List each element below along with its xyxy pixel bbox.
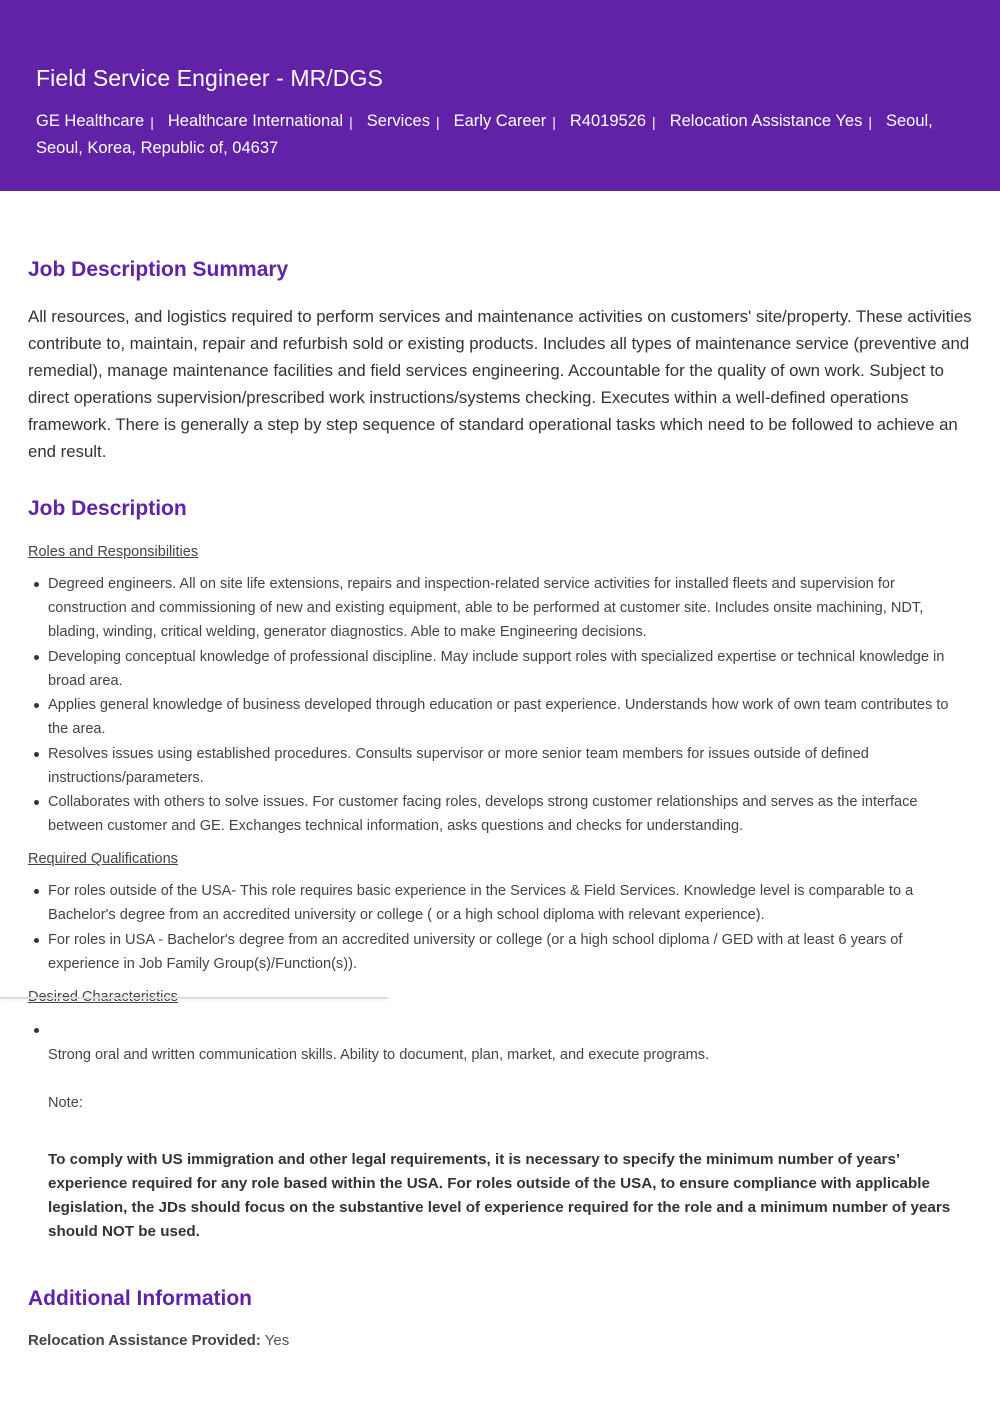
list-item: Degreed engineers. All on site life extensions, repairs and inspection-related service activities for installed fleets and supervision for construction and commissioning of new and existing equipment, able to be performed at customer site. Includes onsite machining, NDT, blading, winding, critical welding, generator diagnostics. Able to make Engineering decisions. xyxy=(48,572,972,644)
meta-career-level: Early Career xyxy=(453,112,547,130)
list-item: Applies general knowledge of business developed through education or past experience. Understands how work of own team contributes to the area. xyxy=(48,693,972,741)
meta-separator: | xyxy=(652,114,656,130)
summary-heading: Job Description Summary xyxy=(28,258,289,281)
list-item: Developing conceptual knowledge of professional discipline. May include support roles with specialized expertise or technical knowledge in broad area. xyxy=(48,645,972,693)
bullet-dot xyxy=(34,1028,39,1033)
roles-list xyxy=(28,572,972,838)
additional-info-heading: Additional Information xyxy=(28,1286,252,1310)
meta-separator: | xyxy=(349,114,353,130)
desired-list-item xyxy=(28,1019,972,1244)
job-meta xyxy=(36,108,964,162)
meta-separator: | xyxy=(868,114,872,130)
qualifications-heading: Required Qualifications xyxy=(28,851,178,868)
relocation-value: Yes xyxy=(264,1331,290,1349)
qualifications-list xyxy=(28,879,972,976)
meta-company: GE Healthcare xyxy=(36,112,145,130)
note-label: Note: xyxy=(48,1094,83,1111)
roles-heading: Roles and Responsibilities xyxy=(28,544,199,560)
meta-separator: | xyxy=(435,114,440,130)
job-title: Field Service Engineer - MR/DGS xyxy=(36,65,383,91)
summary-text: All resources, and logistics required to perform services and maintenance activities on customers' site/property. These activities contribute to, maintain, repair and refurbish sold or existing products. Includes all types of maintenance service (preventive and remedial), manage maintenance facilities and field services engineering. Accountable for the quality of own work. Subject to direct operations supervision/prescribed work instructions/systems checking. Executes within a well-defined operations framework. There is generally a step by step sequence of standard operational tasks which need to be followed to achieve an end result. xyxy=(28,307,972,461)
relocation-label: Relocation Assistance Provided: xyxy=(28,1331,261,1349)
job-description-heading: Job Description xyxy=(28,497,187,520)
relocation-info xyxy=(28,1329,972,1353)
meta-separator: | xyxy=(150,114,154,130)
meta-business: Healthcare International xyxy=(167,112,344,130)
list-item: Collaborates with others to solve issues. For customer facing roles, develops strong customer relationships and serves as the interface between customer and GE. Exchanges technical information, asks questions and checks for understanding. xyxy=(48,790,972,838)
meta-location: Seoul, Seoul, Korea, Republic of, 04637 xyxy=(36,112,933,157)
list-item: For roles outside of the USA- This role requires basic experience in the Services & Field Services. Knowledge level is comparable to a Bachelor's degree from an accredited university or college ( or a high school diploma with relevant experience). xyxy=(48,879,972,927)
meta-relocation: Relocation Assistance Yes xyxy=(669,112,863,130)
overlay-divider xyxy=(0,997,388,999)
list-item: Resolves issues using established procedures. Consults supervisor or more senior team members for issues outside of defined instructions/parameters. xyxy=(48,742,972,790)
note-text: To comply with US immigration and other legal requirements, it is necessary to specify the minimum number of years’ experience required for any role based within the USA. For roles outside of the USA, to ensure compliance with applicable legislation, the JDs should focus on the substantive level of experience required for the role and a minimum number of years should NOT be used. xyxy=(48,1150,951,1240)
desired-text: Strong oral and written communication skills. Ability to document, plan, market, and execute programs. xyxy=(48,1046,710,1063)
meta-requisition-id: R4019526 xyxy=(569,112,647,130)
meta-function: Services xyxy=(366,112,430,130)
list-item: For roles in USA - Bachelor's degree from an accredited university or college (or a high school diploma / GED with at least 6 years of experience in Job Family Group(s)/Function(s)). xyxy=(48,928,972,976)
job-content xyxy=(0,255,1000,1353)
meta-separator: | xyxy=(552,114,556,130)
job-header xyxy=(0,0,1000,191)
